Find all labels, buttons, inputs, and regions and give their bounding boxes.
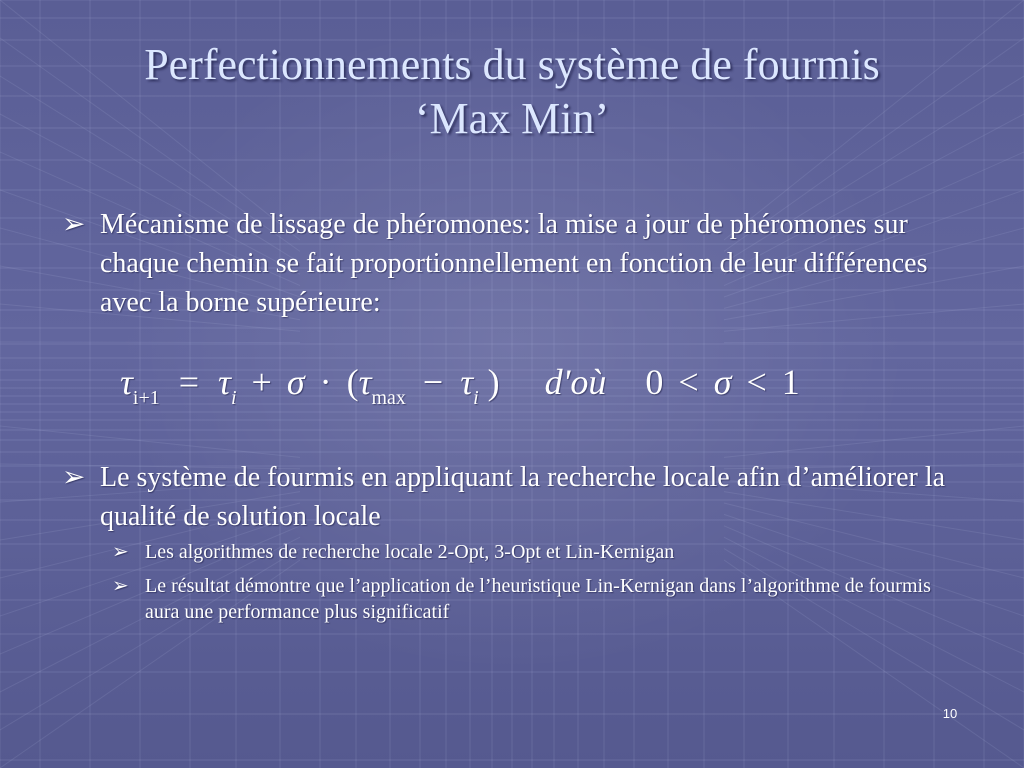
formula-sub-max: max bbox=[371, 387, 406, 409]
slide-title bbox=[40, 38, 984, 146]
arrow-bullet-icon: ➢ bbox=[112, 575, 129, 597]
page-number: 10 bbox=[942, 706, 958, 721]
subbullet-result bbox=[112, 573, 932, 625]
bullet-local-search bbox=[62, 458, 967, 536]
bullet-pheromone-smoothing bbox=[62, 205, 967, 322]
subbullet-algorithms bbox=[112, 539, 932, 565]
bullet-text: Mécanisme de lissage de phéromones: la mise a jour de phéromones sur chaque chemin se fait proportionnellement en fonction de leur différences avec la borne supérieure: bbox=[100, 209, 928, 318]
formula-lparen: ( bbox=[346, 362, 359, 402]
arrow-bullet-icon: ➢ bbox=[62, 462, 86, 493]
formula-sub-i1: i+1 bbox=[132, 387, 160, 409]
bullet-text: Le système de fourmis en appliquant la recherche locale afin d’améliorer la qualité de solution locale bbox=[100, 462, 946, 532]
formula-equals: = bbox=[178, 362, 200, 402]
formula-zero: 0 bbox=[645, 362, 664, 402]
formula-sigma: σ bbox=[286, 362, 305, 402]
formula-plus: + bbox=[251, 362, 272, 402]
formula-one: 1 bbox=[781, 362, 800, 402]
subbullet-text: Le résultat démontre que l’application de l’heuristique Lin-Kernigan dans l’algorithme de fourmis aura une performance plus significatif bbox=[145, 575, 931, 623]
formula-sub-i: i bbox=[230, 387, 237, 409]
formula-dot: · bbox=[319, 362, 332, 402]
formula-tau-2: τ bbox=[218, 362, 231, 402]
formula-rparen: ) bbox=[487, 362, 500, 402]
pheromone-update-formula bbox=[120, 352, 800, 412]
formula-tau-4: τ bbox=[460, 362, 474, 402]
subbullet-text: Les algorithmes de recherche locale 2-Opt, 3-Opt et Lin-Kernigan bbox=[145, 541, 675, 563]
formula-tau-3: τ bbox=[358, 362, 372, 402]
formula-lt-2: < bbox=[746, 362, 767, 402]
formula-sigma-2: σ bbox=[713, 362, 732, 402]
formula-tau: τ bbox=[120, 362, 133, 402]
formula-lt: < bbox=[678, 362, 699, 402]
title-line-1: Perfectionnements du système de fourmis bbox=[144, 40, 880, 89]
arrow-bullet-icon: ➢ bbox=[62, 209, 86, 240]
formula-sub-i-2: i bbox=[473, 387, 479, 409]
title-line-2: ‘Max Min’ bbox=[414, 94, 610, 143]
formula-dou: d'où bbox=[544, 362, 607, 402]
formula-minus: − bbox=[422, 362, 444, 402]
arrow-bullet-icon: ➢ bbox=[112, 541, 129, 563]
